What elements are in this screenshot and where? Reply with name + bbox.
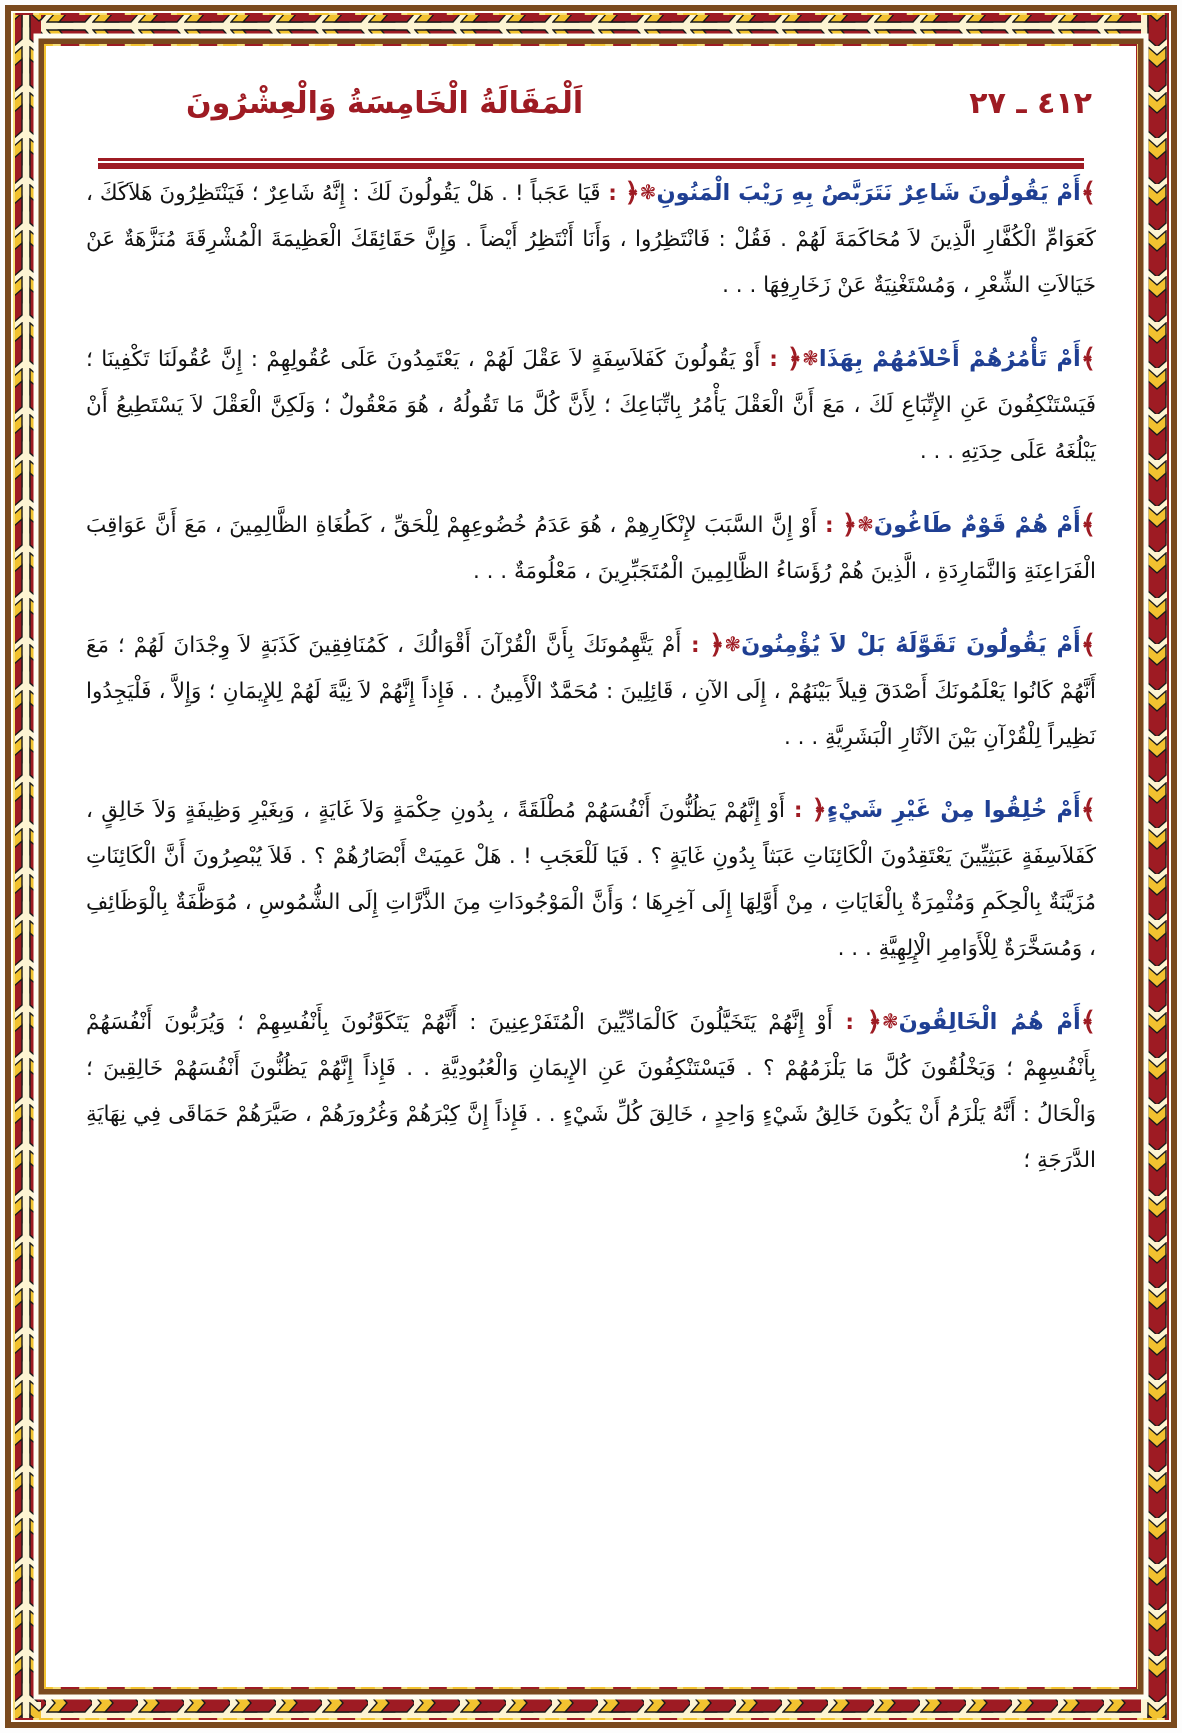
ornament-flower-3: ❃ [857,512,874,536]
verse-colon-1: : [600,181,625,206]
section-paragraph-5 [86,787,1096,972]
header-divider-rule [98,158,1084,169]
ornament-bracket-close-3: ﴿ [841,510,858,540]
ornament-flower-2: ❃ [802,346,819,370]
commentary-text-1: قَيَا عَجَباً ! . هَلْ يَقُولُونَ لَكَ : إِنَّهُ شَاعِرٌ ؛ فَيَنْتَظِرُونَ هَلاَكَكَ ، كَعَوَامِّ الْكُفَّارِ الَّذِينَ لاَ مُحَاكَمَةَ لَهُمْ . فَقُلْ : فَانْتَظِرُوا ، وَأَنَا أَنْتَظِرُ أَيْضاً . وَإِنَّ حَقَائِقَكَ الْعَظِيمَةَ الْمُشْرِقَةَ مُنَزَّهَةٌ عَنْ خَيَالاَتِ الشِّعْرِ ، وَمُسْتَغْنِيَةٌ عَنْ زَخَارِفِهَا . . . [86,181,1096,298]
verse-text-2: أَمْ تَأْمُرُهُمْ أَحْلاَمُهُمْ بِهَذَا [818,346,1081,372]
commentary-text-3: أَوْ إِنَّ السَّبَبَ لإِنْكَارِهِمْ ، هُوَ عَدَمُ خُضُوعِهِمْ لِلْحَقِّ ، كَطُغَاةِ الظَّالِمِينَ ، مَعَ أَنَّ عَوَاقِبَ الْفَرَاعِنَةِ وَالنَّمَارِدَةِ ، الَّذِينَ هُمْ رُؤَسَاءُ الظَّالِمِينَ الْمُتَجَبِّرِينَ ، مَعْلُومَةٌ . . . [86,513,1096,584]
ornament-flower-4: ❃ [724,632,742,656]
folio-number: ٤١٢ ـ ٢٧ [969,86,1092,121]
ornament-bracket-close-1: ﴿ [624,178,640,208]
verse-text-5: أَمْ خُلِقُوا مِنْ غَيْرِ شَيْءٍ [826,797,1081,823]
verse-colon-2: : [760,347,787,372]
verse-text-6: أَمْ هُمُ الْخَالِقُونَ [898,1009,1081,1035]
ornament-bracket-open-5: ﴾ [1080,795,1096,825]
ornament-bracket-close-6: ﴿ [866,1007,882,1037]
section-paragraph-1 [86,169,1096,309]
ornament-flower-6: ❃ [881,1009,899,1033]
ornament-bracket-open-1: ﴾ [1080,178,1096,208]
section-paragraph-2 [86,335,1096,475]
ornament-bracket-open-4: ﴾ [1080,630,1096,660]
ornament-bracket-close-4: ﴿ [709,630,725,660]
commentary-text-6: أَوْ إِنَّهُمْ يَتَخَيَّلُونَ كَالْمَادِّيِّينَ الْمُتَفَرْعِنِينَ : أَنَّهُمْ يَتَكَوَّنُونَ بِأَنْفُسِهِمْ ؛ وَيُرَبُّونَ أَنْفُسَهُمْ بِأَنْفُسِهِمْ ؛ وَيَخْلُقُونَ كُلَّ مَا يَلْزَمُهُمْ ؟ . فَيَسْتَنْكِفُونَ عَنِ الإِيمَانِ وَالْعُبُودِيَّةِ . . فَإِذاً إِنَّهُمْ يَظُنُّونَ أَنْفُسَهُمْ خَالِقِينَ ؛ وَالْحَالُ : أَنَّهُ يَلْزَمُ أَنْ يَكُونَ خَالِقُ شَيْءٍ وَاحِدٍ ، خَالِقَ كُلِّ شَيْءٍ . . فَإِذاً إِنَّ كِبْرَهُمْ وَغُرُورَهُمْ ، صَيَّرَهُمْ حَمَاقَى فِي نِهَايَةِ الدَّرَجَةِ ؛ [86,1010,1096,1173]
verse-text-3: أَمْ هُمْ قَوْمٌ طَاغُونَ [873,512,1081,538]
verse-colon-5: : [784,798,812,823]
body-text [80,169,1102,1184]
ornament-bracket-open-2: ﴾ [1080,344,1096,374]
ornament-bracket-open-6: ﴾ [1080,1007,1096,1037]
verse-text-1: أَمْ يَقُولُونَ شَاعِرٌ نَتَرَبَّصُ بِهِ رَيْبَ الْمَنُونِ [656,180,1081,206]
commentary-text-2: أَوْ يَقُولُونَ كَفَلاَسِفَةٍ لاَ عَقْلَ لَهُمْ ، يَعْتَمِدُونَ عَلَى عُقُولِهِمْ : إِنَّ عُقُولَنَا تَكْفِينَا ؛ فَيَسْتَنْكِفُونَ عَنِ الإِتِّبَاعِ لَكَ ، مَعَ أَنَّ الْعَقْلَ يَأْمُرُ بِاتِّبَاعِكَ ؛ لِأَنَّ كُلَّ مَا تَقُولُهُ ، هُوَ مَعْقُولٌ ؛ وَلَكِنَّ الْعَقْلَ لاَ يَسْتَطِيعُ أَنْ يَبْلُغَهُ عَلَى حِدَتِهِ . . . [86,347,1096,464]
page-content [46,46,1136,1687]
chapter-title: اَلْمَقَالَةُ الْخَامِسَةُ وَالْعِشْرُونَ [186,86,584,121]
commentary-text-4: أَمْ يَتَّهِمُونَكَ بِأَنَّ الْقُرْآنَ أَقْوَالُكَ ، كَمُنَافِقِينَ كَذَبَةٍ لاَ وِجْدَانَ لَهُمْ ؛ مَعَ أَنَّهُمْ كَانُوا يَعْلَمُونَكَ أَصْدَقَ قِيلاً بَيْنَهُمْ ، إِلَى الآنِ ، قَائِلِينَ : مُحَمَّدٌ الْأَمِينُ . . فَإِذاً إِنَّهُمْ لاَ نِيَّةَ لَهُمْ لِلإِيمَانِ ؛ وَإِلاَّ ، فَلْيَجِدُوا نَظِيراً لِلْقُرْآنِ بَيْنَ الآثَارِ الْبَشَرِيَّةِ . . . [86,633,1096,750]
ornament-bracket-close-2: ﴿ [786,344,803,374]
section-paragraph-3 [86,501,1096,595]
page-header [80,68,1102,148]
verse-text-4: أَمْ يَقُولُونَ تَقَوَّلَهُ بَلْ لاَ يُؤْمِنُونَ [741,632,1081,658]
section-paragraph-4 [86,621,1096,761]
section-paragraph-6 [86,998,1096,1184]
verse-colon-4: : [681,633,710,658]
ornament-bracket-close-5: ﴿ [811,795,827,825]
ornament-bracket-open-3: ﴾ [1080,510,1096,540]
commentary-text-5: أَوْ إِنَّهُمْ يَظُنُّونَ أَنْفُسَهُمْ مُطْلَقَةً ، بِدُونِ حِكْمَةٍ وَلاَ غَايَةٍ ، وَبِغَيْرِ وَظِيفَةٍ وَلاَ خَالِقٍ ، كَفَلاَسِفَةٍ عَبَثِيِّينَ يَعْتَقِدُونَ الْكَائِنَاتِ عَبَثاً بِدُونِ غَايَةٍ ؟ . فَيَا لَلْعَجَبِ ! . هَلْ عَمِيَتْ أَبْصَارُهُمْ ؟ . فَلاَ يُبْصِرُونَ أَنَّ الْكَائِنَاتِ مُزَيَّنَةٌ بِالْحِكَمِ وَمُثْمِرَةٌ بِالْغَايَاتِ ، مِنْ أَوَّلِهَا إِلَى آخِرِهَا ؛ وَأَنَّ الْمَوْجُودَاتِ مِنَ الذَّرَّاتِ إِلَى الشُّمُوسِ ، مُوَظَّفَةٌ بِالْوَظَائِفِ ، وَمُسَخَّرَةٌ لِلْأَوَامِرِ الْإِلِهِيَّةِ . . . [86,798,1096,961]
verse-colon-6: : [832,1010,867,1035]
ornament-flower-1: ❃ [639,180,657,204]
verse-colon-3: : [816,513,842,538]
